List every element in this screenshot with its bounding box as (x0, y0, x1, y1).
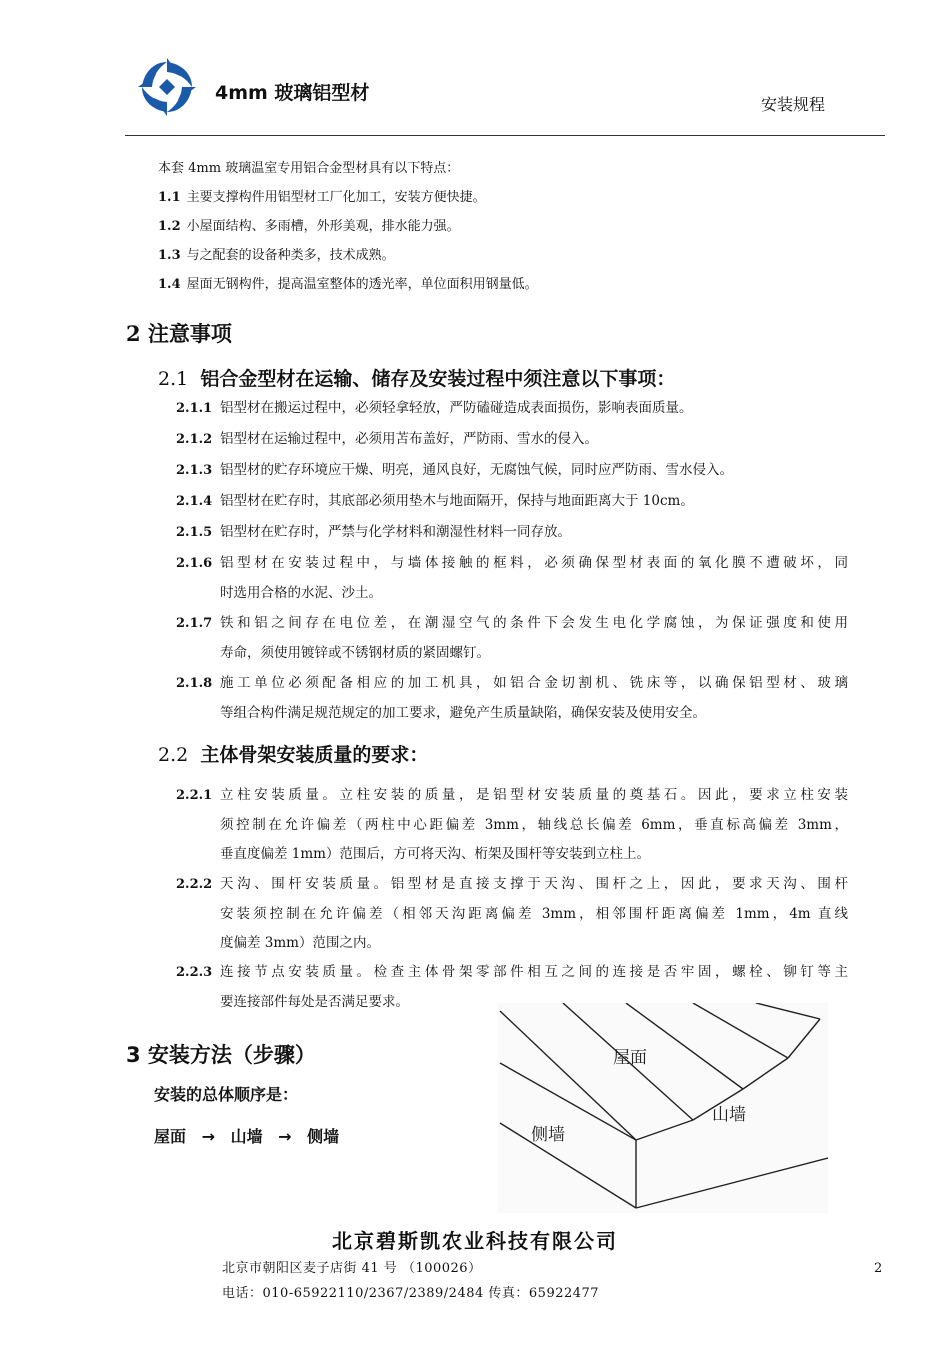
item-number: 2.1.3 (176, 463, 213, 478)
feature-text: 屋面无钢构件，提高温室整体的透光率，单位面积用钢量低。 (186, 277, 538, 292)
subsection-number: 2.1 (158, 368, 189, 390)
item-number: 2.1.7 (176, 616, 213, 631)
company-logo-icon (136, 56, 198, 118)
list-item (176, 456, 848, 486)
item-number: 2.2.2 (176, 877, 213, 892)
brand-title: 4mm 玻璃铝型材 (215, 82, 370, 104)
item-text: 铝型材在贮存时，其底部必须用垫木与地面隔开，保持与地面距离大于 10cm。 (220, 493, 694, 509)
item-text: 铝型材在安装过程中，与墙体接触的框料，必须确保型材表面的氧化膜不遭破坏，同 (220, 555, 848, 571)
item-text: 铝型材在搬运过程中，必须轻拿轻放，严防磕碰造成表面损伤，影响表面质量。 (220, 400, 693, 416)
subsection-title: 铝合金型材在运输、储存及安装过程中须注意以下事项： (200, 368, 676, 390)
diagram-label-gable: 山墙 (712, 1105, 746, 1124)
subsection-2-1-heading (158, 364, 675, 391)
page-number: 2 (874, 1261, 883, 1276)
item-number: 2.1.6 (176, 556, 213, 571)
feature-text: 与之配套的设备种类多，技术成熟。 (186, 248, 395, 263)
intro-lead: 本套 4mm 玻璃温室专用铝合金型材具有以下特点： (158, 161, 460, 176)
item-text: 安装须控制在允许偏差（相邻天沟距离偏差 3mm，相邻围杆距离偏差 1mm，4m 直线 (220, 905, 848, 922)
list-item (176, 394, 848, 424)
diagram-label-roof: 屋面 (613, 1048, 647, 1067)
sequence-step-side: 侧墙 (307, 1127, 340, 1146)
item-number: 2.2.1 (176, 788, 213, 803)
item-number: 2.1.4 (176, 494, 213, 509)
list-item (176, 518, 848, 548)
item-number: 2.1.8 (176, 676, 213, 691)
item-text: 铝型材在运输过程中，必须用苫布盖好，严防雨、雪水的侵入。 (220, 431, 598, 447)
list-item (176, 425, 848, 455)
section-3-heading: 3 安装方法（步骤） (126, 1043, 316, 1067)
item-text: 铝型材在贮存时，严禁与化学材料和潮湿性材料一同存放。 (220, 524, 571, 540)
list-item (176, 669, 848, 728)
feature-number: 1.1 (158, 190, 181, 205)
diagram-label-side: 侧墙 (531, 1125, 565, 1144)
arrow-right-icon: → (201, 1127, 215, 1146)
feature-number: 1.4 (158, 277, 181, 292)
list-item (176, 609, 848, 668)
document-type: 安装规程 (761, 95, 826, 114)
order-label: 安装的总体顺序是： (154, 1085, 299, 1104)
subsection-2-2-heading (158, 740, 428, 767)
item-text: 天沟、围杆安装质量。铝型材是直接支撑于天沟、围杆之上，因此，要求天沟、围杆 (220, 876, 848, 892)
list-item (176, 549, 848, 608)
feature-text: 主要支撑构件用铝型材工厂化加工，安装方便快捷。 (186, 190, 486, 205)
subsection-title: 主体骨架安装质量的要求： (200, 744, 429, 766)
feature-item (158, 273, 538, 292)
item-text: 须控制在允许偏差（两柱中心距偏差 3mm，轴线总长偏差 6mm，垂直标高偏差 3mm， (220, 816, 848, 833)
company-contact: 电话：010-65922110/2367/2389/2484 传真：65922477 (222, 1286, 600, 1301)
item-number: 2.1.2 (176, 432, 213, 447)
item-text: 铁和铝之间存在电位差，在潮湿空气的条件下会发生电化学腐蚀，为保证强度和使用 (220, 615, 848, 631)
feature-number: 1.3 (158, 248, 181, 263)
item-text: 要连接部件每处是否满足要求。 (220, 993, 409, 1010)
list-item (176, 487, 848, 517)
item-text: 寿命，须使用镀锌或不锈钢材质的紧固螺钉。 (220, 644, 490, 661)
list-item (176, 781, 848, 870)
feature-item (158, 244, 395, 263)
company-name: 北京碧斯凯农业科技有限公司 (332, 1229, 618, 1253)
feature-number: 1.2 (158, 219, 181, 234)
subsection-number: 2.2 (158, 744, 189, 766)
header-divider (125, 135, 885, 136)
sequence-step-roof: 屋面 (154, 1127, 187, 1146)
item-text: 立柱安装质量。立柱安装的质量，是铝型材安装质量的奠基石。因此，要求立柱安装 (220, 787, 848, 803)
feature-item (158, 186, 486, 205)
arrow-right-icon: → (278, 1127, 292, 1146)
item-number: 2.1.1 (176, 401, 213, 416)
install-sequence (154, 1124, 349, 1147)
item-text: 连接节点安装质量。检查主体骨架零部件相互之间的连接是否牢固，螺栓、铆钉等主 (220, 964, 848, 980)
sequence-step-gable: 山墙 (230, 1127, 263, 1146)
item-text: 垂直度偏差 1mm）范围后，方可将天沟、桁架及围杆等安装到立柱上。 (220, 846, 650, 862)
feature-item (158, 215, 460, 234)
item-number: 2.2.3 (176, 965, 213, 980)
company-address: 北京市朝阳区麦子店街 41 号 （100026） (222, 1261, 482, 1276)
item-text: 时选用合格的水泥、沙土。 (220, 584, 382, 601)
greenhouse-diagram (498, 1003, 828, 1213)
item-text: 铝型材的贮存环境应干燥、明亮，通风良好，无腐蚀气候，同时应严防雨、雪水侵入。 (220, 462, 733, 478)
feature-text: 小屋面结构、多雨槽，外形美观，排水能力强。 (186, 219, 460, 234)
item-number: 2.1.5 (176, 525, 213, 540)
item-text: 施工单位必须配备相应的加工机具，如铝合金切割机、铣床等，以确保铝型材、玻璃 (220, 675, 848, 691)
list-item (176, 870, 848, 959)
item-text: 度偏差 3mm）范围之内。 (220, 935, 380, 951)
item-text: 等组合构件满足规范规定的加工要求，避免产生质量缺陷，确保安装及使用安全。 (220, 704, 706, 721)
section-2-heading: 2 注意事项 (126, 321, 232, 346)
